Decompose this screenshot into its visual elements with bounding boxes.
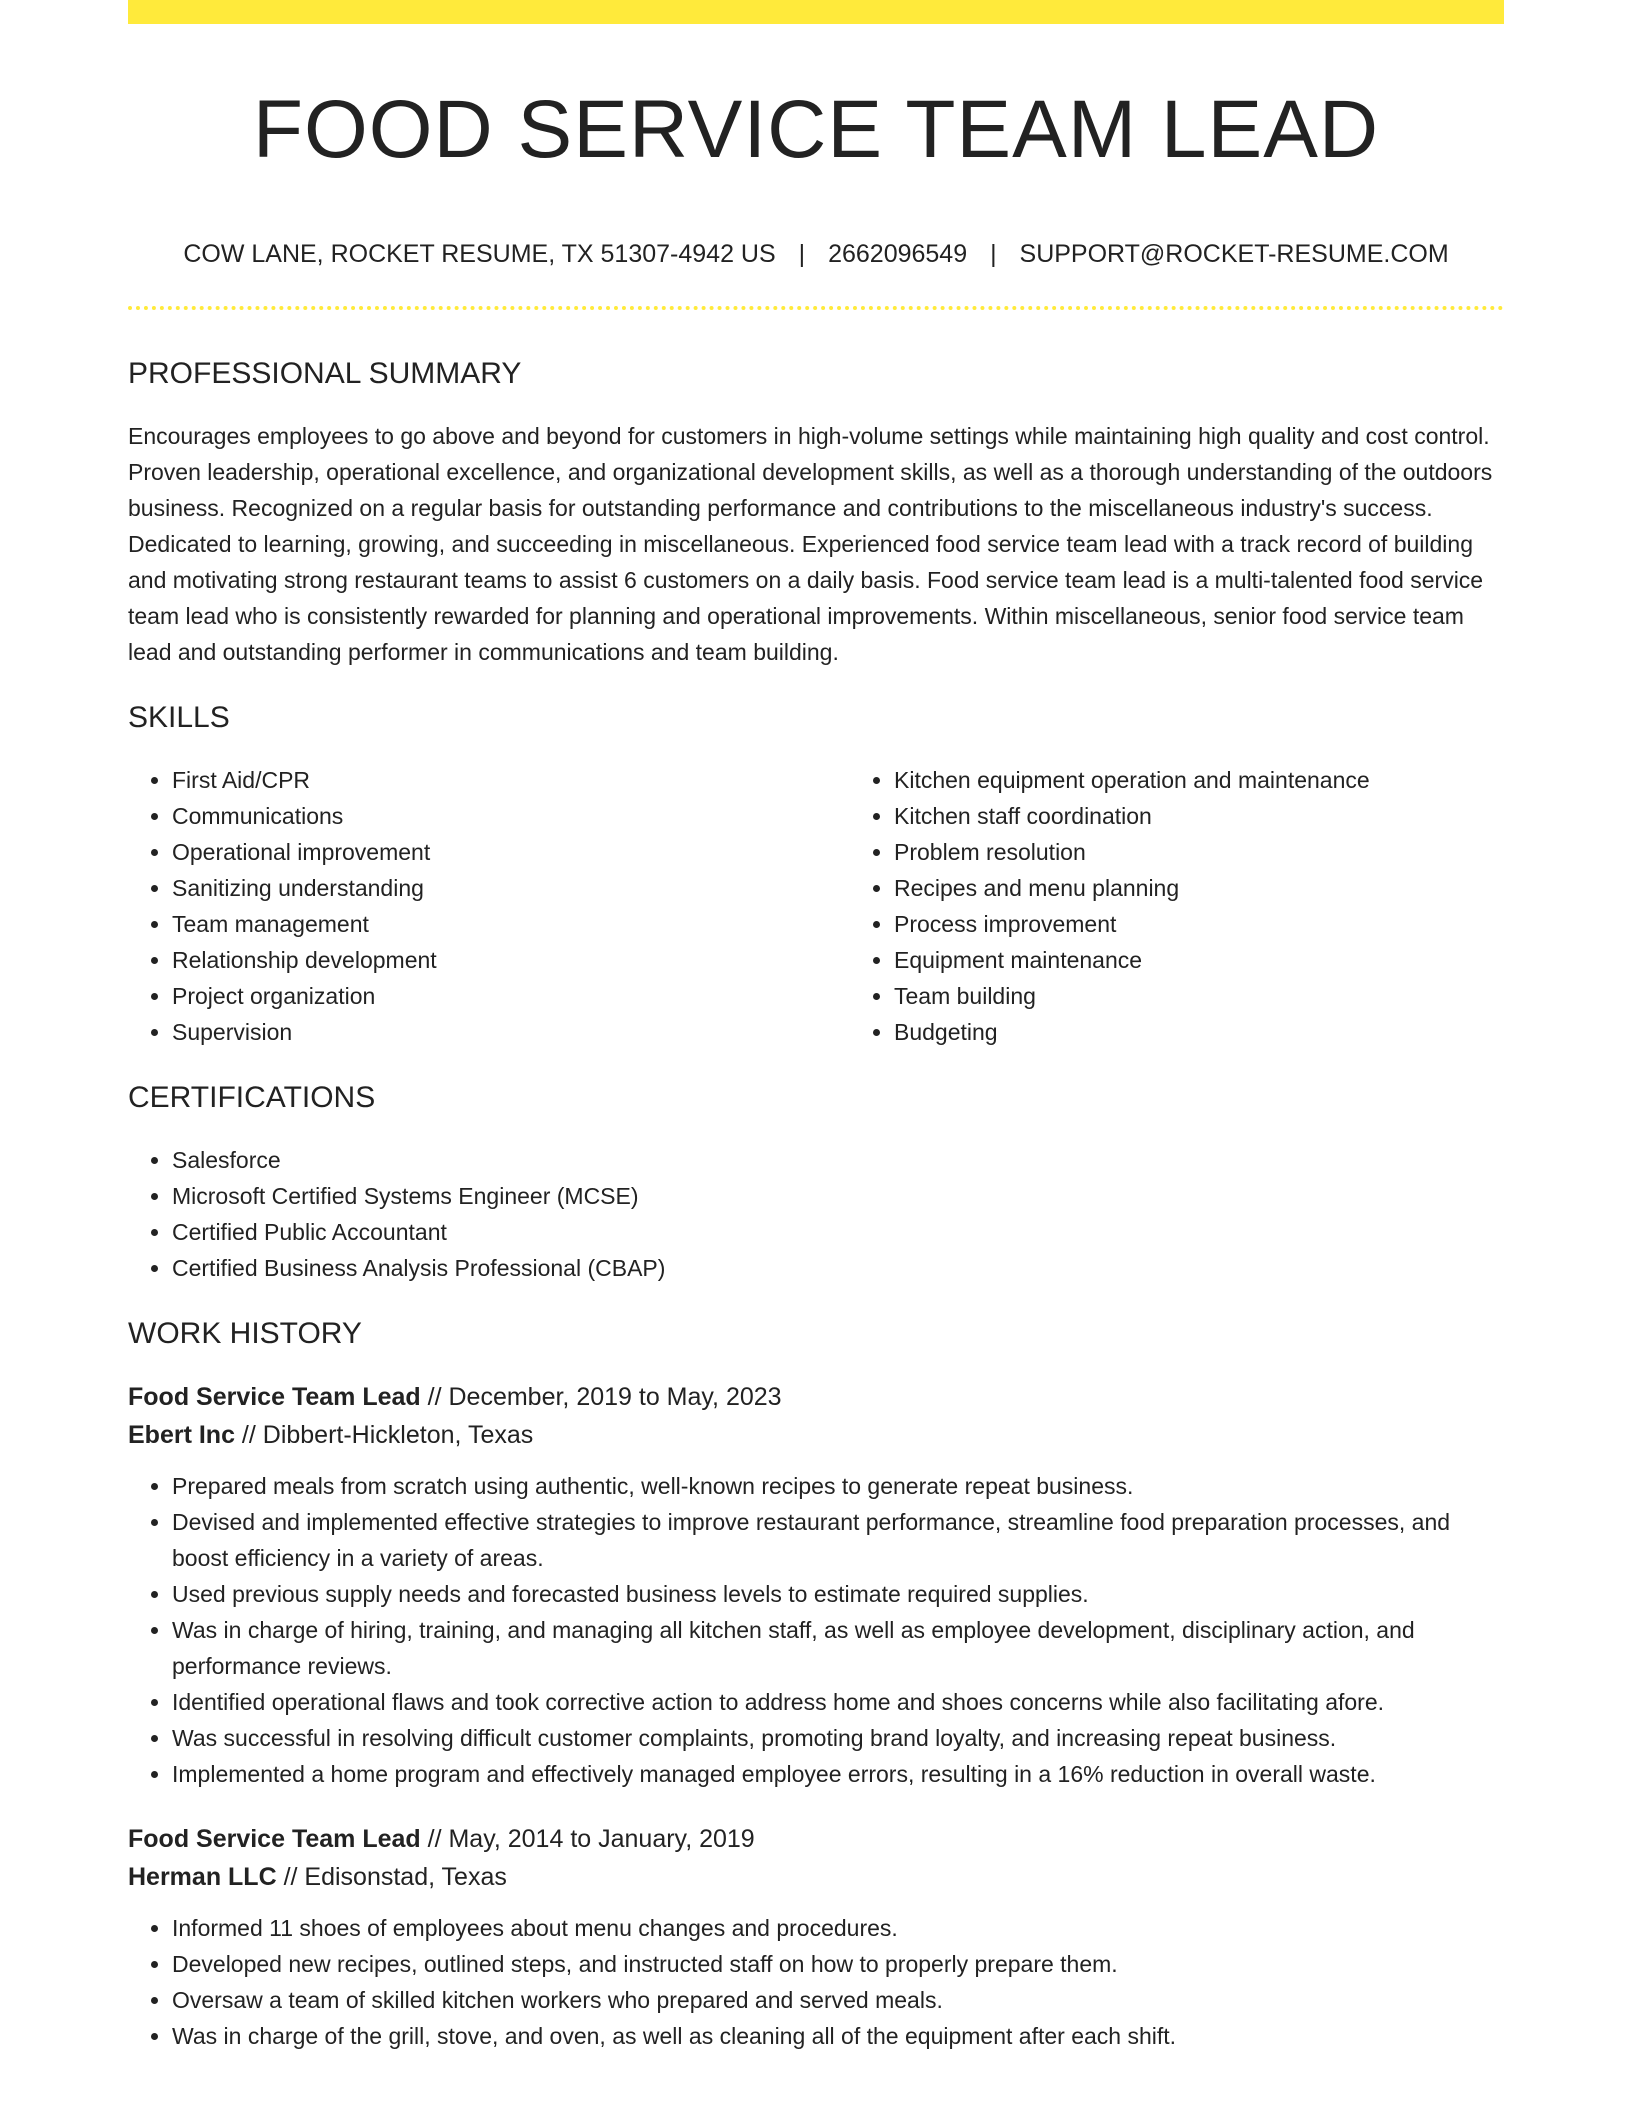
certification-item: • Certified Business Analysis Professional (CBAP)	[172, 1250, 1504, 1286]
job-bullet: • Was in charge of hiring, training, and managing all kitchen staff, as well as employee development, disciplinary action, and performance reviews.	[172, 1612, 1504, 1684]
job-location: // Dibbert-Hickleton, Texas	[234, 1421, 534, 1449]
job-company: Ebert Inc	[128, 1421, 235, 1449]
certifications-list	[128, 1142, 1504, 1286]
contact-address: COW LANE, ROCKET RESUME, TX 51307-4942 US	[183, 240, 776, 268]
job-company-line	[128, 1416, 1504, 1454]
job-bullet: • Devised and implemented effective strategies to improve restaurant performance, streamline food preparation processes, and boost efficiency in a variety of areas.	[172, 1504, 1504, 1576]
resume-name-title: FOOD SERVICE TEAM LEAD	[252, 84, 1380, 175]
job-bullet: • Identified operational flaws and took corrective action to address home and shoes concerns while also facilitating afore.	[172, 1684, 1504, 1720]
skill-item: • First Aid/CPR	[172, 762, 850, 798]
skills-heading: SKILLS	[128, 701, 230, 734]
skills-list-right	[850, 762, 1572, 1050]
job-location: // Edisonstad, Texas	[276, 1863, 507, 1891]
skill-item: • Kitchen equipment operation and maintenance	[894, 762, 1572, 798]
skill-item: • Sanitizing understanding	[172, 870, 850, 906]
job-role: Food Service Team Lead	[128, 1825, 421, 1853]
work-history-section	[128, 1312, 1504, 2054]
job-title-line	[128, 1820, 1504, 1858]
job-entry	[128, 1378, 1504, 1792]
skill-item: • Operational improvement	[172, 834, 850, 870]
job-bullets	[128, 1910, 1504, 2054]
job-bullet: • Used previous supply needs and forecasted business levels to estimate required supplies.	[172, 1576, 1504, 1612]
skill-item: • Problem resolution	[894, 834, 1572, 870]
skill-item: • Team management	[172, 906, 850, 942]
contact-email: SUPPORT@ROCKET-RESUME.COM	[1019, 240, 1449, 268]
resume-body	[128, 352, 1504, 2082]
skill-item: • Supervision	[172, 1014, 850, 1050]
job-bullet: • Was successful in resolving difficult customer complaints, promoting brand loyalty, and increasing repeat business.	[172, 1720, 1504, 1756]
job-company: Herman LLC	[128, 1863, 277, 1891]
contact-line	[128, 236, 1504, 272]
skill-item: • Communications	[172, 798, 850, 834]
skills-section	[128, 696, 1504, 1050]
summary-text: Encourages employees to go above and beyond for customers in high-volume settings while maintaining high quality and cost control. Proven leadership, operational excellence, and organizational development skills, as well as a thorough understanding of the outdoors business. Recognized on a regular basis for outstanding performance and contributions to the miscellaneous industry's success. Dedicated to learning, growing, and succeeding in miscellaneous. Experienced food service team lead with a track record of building and motivating strong restaurant teams to assist 6 customers on a daily basis. Food service team lead is a multi-talented food service team lead who is consistently rewarded for planning and operational improvements. Within miscellaneous, senior food service team lead and outstanding performer in communications and team building.	[128, 423, 1493, 665]
certifications-section	[128, 1076, 1504, 1286]
job-bullet: • Prepared meals from scratch using authentic, well-known recipes to generate repeat business.	[172, 1468, 1504, 1504]
work-history-heading: WORK HISTORY	[128, 1317, 362, 1350]
job-role: Food Service Team Lead	[128, 1383, 421, 1411]
certification-item: • Certified Public Accountant	[172, 1214, 1504, 1250]
top-accent-bar	[128, 0, 1504, 24]
job-bullet: • Informed 11 shoes of employees about menu changes and procedures.	[172, 1910, 1504, 1946]
contact-separator: |	[798, 240, 806, 268]
skill-item: • Equipment maintenance	[894, 942, 1572, 978]
skill-item: • Recipes and menu planning	[894, 870, 1572, 906]
certification-item: • Salesforce	[172, 1142, 1504, 1178]
skill-item: • Team building	[894, 978, 1572, 1014]
summary-section	[128, 352, 1504, 670]
job-bullet: • Implemented a home program and effectively managed employee errors, resulting in a 16% reduction in overall waste.	[172, 1756, 1504, 1792]
jobs-container	[128, 1378, 1504, 2054]
contact-phone: 2662096549	[828, 240, 968, 268]
skill-item: • Project organization	[172, 978, 850, 1014]
job-dates: // May, 2014 to January, 2019	[420, 1825, 755, 1853]
skill-item: • Kitchen staff coordination	[894, 798, 1572, 834]
header-divider	[128, 306, 1504, 310]
certifications-heading: CERTIFICATIONS	[128, 1081, 376, 1114]
job-bullets	[128, 1468, 1504, 1792]
skill-item: • Process improvement	[894, 906, 1572, 942]
skill-item: • Relationship development	[172, 942, 850, 978]
job-dates: // December, 2019 to May, 2023	[420, 1383, 782, 1411]
skill-item: • Budgeting	[894, 1014, 1572, 1050]
job-bullet: • Was in charge of the grill, stove, and oven, as well as cleaning all of the equipment after each shift.	[172, 2018, 1504, 2054]
job-bullet: • Developed new recipes, outlined steps, and instructed staff on how to properly prepare them.	[172, 1946, 1504, 1982]
job-title-line	[128, 1378, 1504, 1416]
skills-grid	[128, 762, 1504, 1050]
certification-item: • Microsoft Certified Systems Engineer (MCSE)	[172, 1178, 1504, 1214]
summary-heading: PROFESSIONAL SUMMARY	[128, 357, 522, 390]
job-bullet: • Oversaw a team of skilled kitchen workers who prepared and served meals.	[172, 1982, 1504, 2018]
job-company-line	[128, 1858, 1504, 1896]
job-entry	[128, 1820, 1504, 2054]
skills-list-left	[128, 762, 850, 1050]
contact-separator: |	[990, 240, 997, 268]
